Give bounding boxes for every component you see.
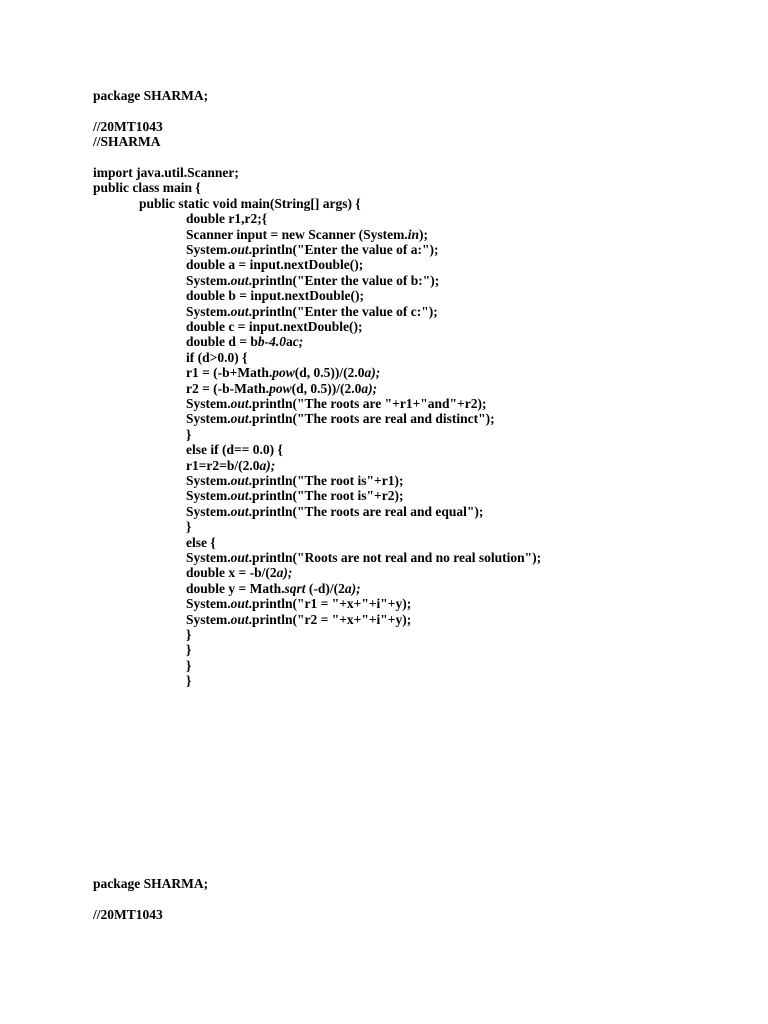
code-italic-token: out (230, 272, 249, 288)
code-italic-token: c; (292, 334, 304, 350)
code-line: System.out.println("The root is"+r1); (186, 473, 404, 488)
code-line: System.out.println("r2 = "+x+"+i"+y); (186, 611, 412, 627)
code-line: public class main { (93, 180, 201, 196)
code-line: double r1,r2;{ (186, 211, 268, 227)
code-italic-token: b-4.0 (257, 334, 286, 350)
code-italic-token: out (230, 611, 249, 627)
code-line: } (186, 627, 192, 642)
code-line: //20MT1043 (93, 118, 163, 134)
code-line: System.out.println("r1 = "+x+"+i"+y); (186, 596, 412, 612)
code-line: r1 = (-b+Math.pow(d, 0.5))/(2.0a); (186, 365, 381, 381)
code-line: } (186, 519, 192, 535)
code-line: double x = -b/(2a); (186, 565, 293, 581)
code-line: //20MT1043 (93, 906, 163, 922)
code-italic-token: out (230, 473, 249, 488)
code-line: } (186, 642, 192, 658)
code-italic-token: out (230, 242, 249, 257)
code-line: } (186, 657, 192, 673)
code-line: } (186, 426, 192, 442)
code-line: System.out.println("Roots are not real and no real solution"); (186, 550, 542, 565)
code-line: double d = bb-4.0ac; (186, 334, 304, 350)
code-line: double b = input.nextDouble(); (186, 288, 364, 304)
code-line: System.out.println("The root is"+r2); (186, 488, 404, 504)
code-italic-token: a); (364, 365, 381, 381)
code-italic-token: pow (272, 365, 295, 381)
code-line: System.out.println("The roots are real and equal"); (186, 503, 484, 519)
code-italic-token: sqrt (284, 580, 306, 596)
code-line: System.out.println("The roots are real and distinct"); (186, 411, 495, 427)
code-line: r2 = (-b-Math.pow(d, 0.5))/(2.0a); (186, 380, 378, 396)
code-italic-token: out (230, 411, 249, 427)
code-line: double y = Math.sqrt (-d)/(2a); (186, 580, 361, 596)
code-line: else if (d== 0.0) { (186, 442, 283, 458)
code-line: double c = input.nextDouble(); (186, 319, 363, 334)
code-italic-token: pow (269, 380, 292, 396)
code-line: //SHARMA (93, 134, 161, 150)
code-italic-token: out (230, 596, 249, 612)
code-line: System.out.println("Enter the value of c:"); (186, 303, 438, 319)
code-italic-token: a); (361, 380, 378, 396)
code-line: r1=r2=b/(2.0a); (186, 457, 276, 473)
code-line: public static void main(String[] args) { (139, 195, 361, 211)
code-line: System.out.println("The roots are "+r1+"and"+r2); (186, 396, 487, 411)
code-line: else { (186, 534, 216, 550)
code-line: } (186, 673, 192, 689)
code-italic-token: a); (276, 565, 293, 581)
code-line: if (d>0.0) { (186, 349, 248, 365)
code-italic-token: out (230, 303, 249, 319)
code-line: System.out.println("Enter the value of b:"); (186, 272, 440, 288)
code-italic-token: a); (344, 580, 361, 596)
code-italic-token: out (230, 488, 249, 504)
code-line: package SHARMA; (93, 88, 209, 103)
code-line: double a = input.nextDouble(); (186, 257, 364, 273)
code-italic-token: out (230, 550, 249, 565)
code-line: System.out.println("Enter the value of a:"); (186, 242, 439, 257)
code-line: Scanner input = new Scanner (System.in); (186, 226, 428, 242)
code-line: package SHARMA; (93, 876, 209, 891)
code-line: import java.util.Scanner; (93, 165, 239, 180)
code-italic-token: in (407, 226, 419, 242)
code-italic-token: out (230, 396, 249, 411)
code-italic-token: a); (259, 457, 276, 473)
code-italic-token: out (230, 503, 249, 519)
